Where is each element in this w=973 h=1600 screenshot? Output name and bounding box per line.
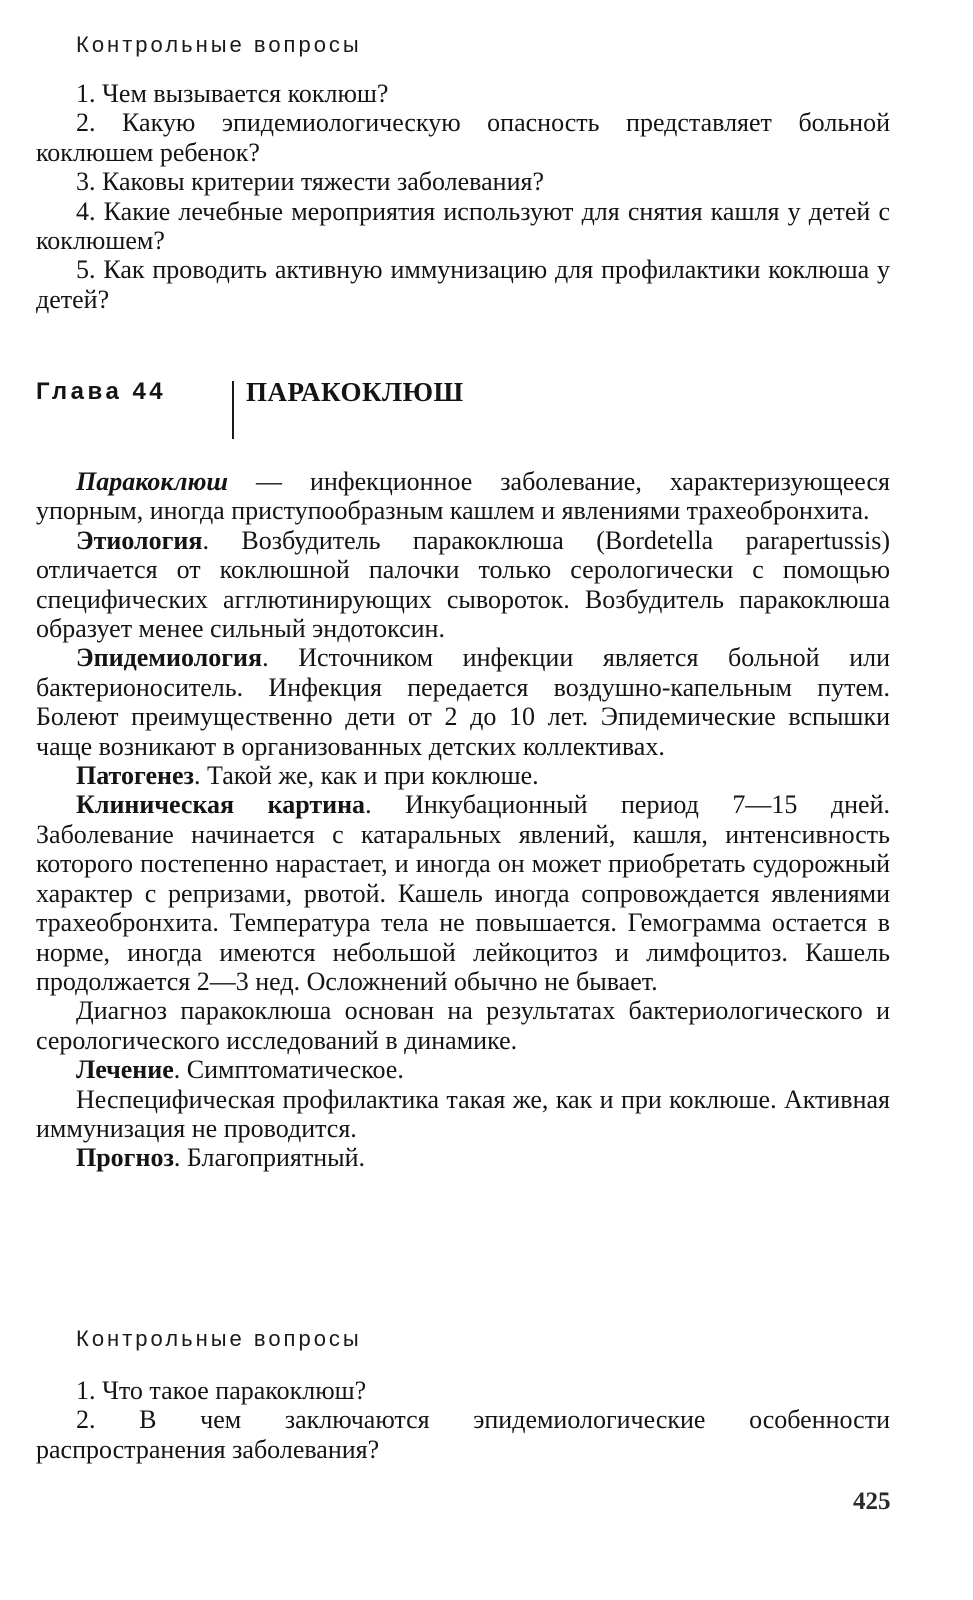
definition-paragraph xyxy=(36,467,890,526)
chapter-body xyxy=(36,467,890,1173)
etiology-term: Этиология xyxy=(76,525,203,555)
prognosis-term: Прогноз xyxy=(76,1143,174,1173)
control-questions-list xyxy=(36,79,890,314)
question-item: 3. Каковы критерии тяжести заболевания? xyxy=(76,167,544,197)
definition-term: Паракоклюш xyxy=(76,467,229,496)
treatment-text: . Симптоматическое. xyxy=(173,1055,404,1085)
prognosis-text: . Благоприятный. xyxy=(173,1143,365,1173)
chapter-divider xyxy=(232,381,234,439)
control-questions-heading: Контрольные вопросы xyxy=(76,1326,362,1351)
question-item: 2. В чем заключаются эпидемиологические особенности распространения заболевания? xyxy=(36,1405,890,1464)
question-item: 1. Что такое паракоклюш? xyxy=(76,1376,367,1405)
question-item: 4. Какие лечебные мероприятия используют для снятия кашля у детей с коклюшем? xyxy=(36,196,890,256)
question-item: 2. Какую эпидемиологическую опасность представляет больной коклюшем ребенок? xyxy=(36,108,890,167)
diagnosis-paragraph: Диагноз паракоклюша основан на результатах бактериологического и серологического исследований в динамике. xyxy=(36,996,890,1055)
etiology-paragraph xyxy=(36,526,890,644)
treatment-term: Лечение xyxy=(76,1055,174,1085)
page-number: 425 xyxy=(853,1488,891,1515)
question-item: 1. Чем вызывается коклюш? xyxy=(76,79,389,108)
pathogenesis-term: Патогенез xyxy=(76,761,194,791)
question-item: 5. Как проводить активную иммунизацию для профилактики коклюша у детей? xyxy=(36,255,890,314)
epidemiology-paragraph xyxy=(36,643,890,761)
pathogenesis-text: . Такой же, как и при коклюше. xyxy=(193,761,539,791)
control-questions-list xyxy=(36,1376,890,1464)
chapter-label: Глава 44 xyxy=(36,378,167,405)
etiology-text: . Возбудитель паракоклюша (Bordetella parapertussis) отличается от коклюшной палочки только серологически с помощью специфических агглютинирующих сывороток. Возбудитель паракоклюша образует менее сильный эндотоксин. xyxy=(36,525,890,644)
treatment-paragraph xyxy=(36,1055,890,1084)
clinical-term: Клиническая картина xyxy=(76,790,366,820)
epidemiology-text: . Источником инфекции является больной или бактерионоситель. Инфекция передается воздушно-капельным путем. Болеют преимущественно дети от 2 до 10 лет. Эпидемические вспышки чаще возникают в организованных детских коллективах. xyxy=(36,643,890,761)
pathogenesis-paragraph xyxy=(36,761,890,790)
control-questions-heading: Контрольные вопросы xyxy=(76,32,362,57)
prognosis-paragraph xyxy=(36,1143,890,1172)
chapter-title: ПАРАКОКЛЮШ xyxy=(246,377,464,407)
epidemiology-term: Эпидемиология xyxy=(76,643,263,673)
definition-text: — инфекционное заболевание, характеризующееся упорным, иногда приступообразным кашлем и явлениями трахеобронхита. xyxy=(36,467,890,526)
clinical-text: . Инкубационный период 7—15 дней. Заболевание начинается с катаральных явлений, кашля, интенсивность которого постепенно нарастает, и иногда он может приобретать судорожный характер с репризами, рвотой. Кашель иногда сопровождается явлениями трахеобронхита. Температура тела не повышается. Гемограмма остается в норме, иногда имеются небольшой лейкоцитоз и лимфоцитоз. Кашель продолжается 2—3 нед. Осложнений обычно не бывает. xyxy=(36,790,891,996)
prophylaxis-paragraph: Неспецифическая профилактика такая же, как и при коклюше. Активная иммунизация не проводится. xyxy=(36,1084,890,1143)
clinical-paragraph xyxy=(36,790,890,996)
